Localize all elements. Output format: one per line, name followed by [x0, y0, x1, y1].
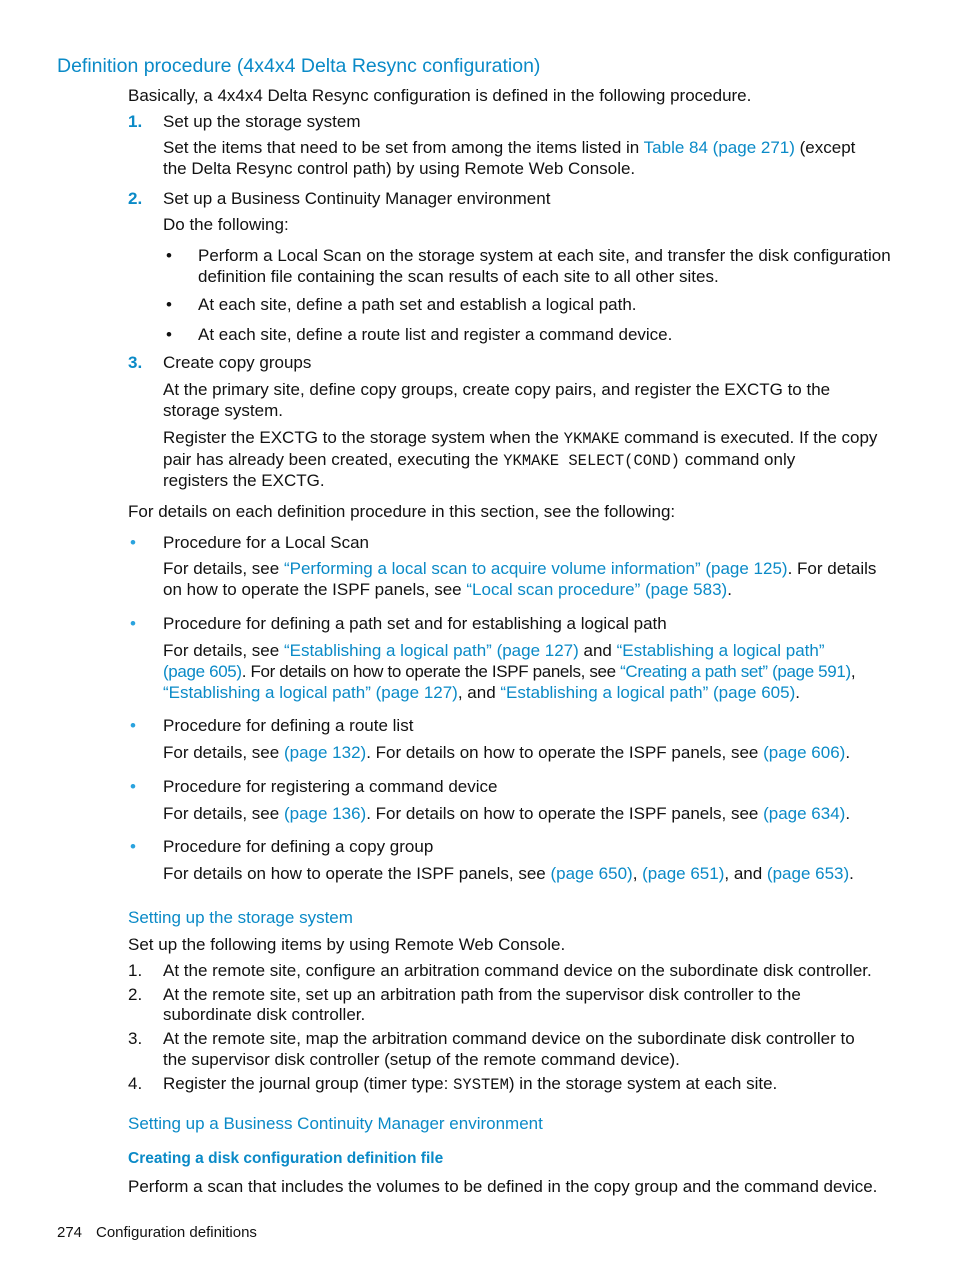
subsubsection-heading: Creating a disk configuration definition file — [128, 1150, 444, 1167]
xref-link[interactable]: “Local scan procedure” (page 583) — [466, 580, 728, 599]
text-run: . For details on how to operate the ISPF panels, see — [241, 662, 621, 681]
bullet-text: At each site, define a path set and establish a logical path. — [198, 295, 637, 314]
text-run: Register the EXCTG to the storage system when the — [163, 428, 564, 447]
step3-text — [163, 449, 795, 472]
xref-link[interactable]: (page 132) — [283, 743, 367, 762]
xref-link[interactable]: “Performing a local scan to acquire volume information” (page 125) — [283, 559, 788, 578]
text-run: . — [845, 743, 851, 762]
text-run: , and — [457, 683, 501, 702]
detail-title: Procedure for registering a command device — [163, 777, 498, 796]
bullet-icon: • — [166, 295, 172, 314]
code-system: SYSTEM — [453, 1076, 509, 1094]
bullet-icon: • — [130, 614, 136, 633]
list-item-text: subordinate disk controller. — [163, 1005, 366, 1024]
detail-text — [163, 661, 855, 682]
text-run: . For details — [787, 559, 877, 578]
text-run: . — [845, 804, 851, 823]
footer-section: Configuration definitions — [96, 1224, 257, 1241]
bullet-icon: • — [130, 837, 136, 856]
section-heading: Definition procedure (4x4x4 Delta Resync configuration) — [57, 55, 541, 77]
body-text: Perform a scan that includes the volumes to be defined in the copy group and the command device. — [128, 1177, 878, 1196]
bullet-text: At each site, define a route list and register a command device. — [198, 325, 673, 344]
intro-text: Basically, a 4x4x4 Delta Resync configuration is defined in the following procedure. — [128, 86, 752, 105]
detail-text — [163, 558, 876, 579]
list-item-text — [163, 1073, 777, 1096]
list-item-text: At the remote site, configure an arbitration command device on the subordinate disk controller. — [163, 961, 872, 980]
text-run: Register the journal group (timer type: — [163, 1074, 454, 1093]
text-run: . — [849, 864, 854, 883]
detail-title: Procedure for defining a path set and for establishing a logical path — [163, 614, 667, 633]
text-run: . — [727, 580, 732, 599]
text-run: ) in the storage system at each site. — [508, 1074, 778, 1093]
subsection-heading: Setting up the storage system — [128, 908, 353, 927]
list-item-text: the supervisor disk controller (setup of the remote command device). — [163, 1050, 680, 1069]
step3-text: registers the EXCTG. — [163, 471, 325, 490]
detail-text — [163, 742, 850, 763]
list-number: 1. — [128, 961, 143, 980]
xref-link[interactable]: “Establishing a logical path” (page 605) — [500, 683, 796, 702]
bullet-icon: • — [130, 716, 136, 735]
xref-link[interactable]: “Establishing a logical path” (page 127) — [283, 641, 579, 660]
text-run: For details, see — [163, 559, 284, 578]
text-run: (except — [794, 138, 856, 157]
step3-text: At the primary site, define copy groups, create copy pairs, and register the EXCTG to the — [163, 380, 831, 399]
xref-link[interactable]: “Establishing a logical path” (page 127) — [163, 683, 458, 702]
text-run: on how to operate the ISPF panels, see — [163, 580, 467, 599]
xref-link[interactable]: (page 136) — [283, 804, 367, 823]
detail-text — [163, 863, 854, 884]
table-link[interactable]: Table 84 (page 271) — [643, 138, 795, 157]
step-title: Set up the storage system — [163, 112, 361, 131]
page-number: 274 — [57, 1224, 83, 1241]
bullet-icon: • — [130, 533, 136, 552]
text-run: For details, see — [163, 743, 284, 762]
detail-text — [163, 579, 732, 600]
text-run: , — [632, 864, 643, 883]
code-ykmake-select: YKMAKE SELECT(COND) — [503, 452, 680, 470]
step-number: 2. — [128, 189, 143, 208]
text-run: and — [578, 641, 617, 660]
bullet-icon: • — [166, 325, 172, 344]
list-item-text: At the remote site, set up an arbitration path from the supervisor disk controller to the — [163, 985, 801, 1004]
xref-link[interactable]: (page 605) — [163, 662, 242, 681]
list-item-text: At the remote site, map the arbitration command device on the subordinate disk controller to — [163, 1029, 855, 1048]
text-run: command is executed. If the copy — [619, 428, 878, 447]
step1-text: the Delta Resync control path) by using Remote Web Console. — [163, 159, 636, 178]
bullet-text: definition file containing the scan results of each site to all other sites. — [198, 267, 719, 286]
step3-text: storage system. — [163, 401, 283, 420]
step-number: 1. — [128, 112, 143, 131]
list-number: 3. — [128, 1029, 143, 1048]
detail-text — [163, 682, 800, 703]
text-run: , — [850, 662, 856, 681]
text-run: For details, see — [163, 641, 284, 660]
detail-title: Procedure for defining a route list — [163, 716, 414, 735]
xref-link[interactable]: (page 653) — [766, 864, 850, 883]
code-ykmake: YKMAKE — [563, 430, 620, 448]
xref-link[interactable]: (page 606) — [763, 743, 846, 762]
bullet-icon: • — [166, 246, 172, 265]
text-run: . For details on how to operate the ISPF panels, see — [366, 804, 764, 823]
details-intro: For details on each definition procedure in this section, see the following: — [128, 502, 676, 521]
detail-title: Procedure for a Local Scan — [163, 533, 370, 552]
text-run: . For details on how to operate the ISPF panels, see — [366, 743, 764, 762]
xref-link[interactable]: (page 634) — [763, 804, 846, 823]
subsection-intro: Set up the following items by using Remote Web Console. — [128, 935, 566, 954]
text-run: For details on how to operate the ISPF panels, see — [163, 864, 551, 883]
text-run: . — [795, 683, 800, 702]
step1-text — [163, 137, 855, 158]
list-number: 4. — [128, 1074, 143, 1093]
step-number: 3. — [128, 353, 143, 372]
bullet-text: Perform a Local Scan on the storage system at each site, and transfer the disk configuration — [198, 246, 891, 265]
text-run: , and — [724, 864, 767, 883]
xref-link[interactable]: (page 650) — [550, 864, 633, 883]
detail-title: Procedure for defining a copy group — [163, 837, 434, 856]
step3-text — [163, 427, 877, 450]
text-run: Set the items that need to be set from among the items listed in — [163, 138, 644, 157]
list-number: 2. — [128, 985, 143, 1004]
text-run: pair has already been created, executing the — [163, 450, 504, 469]
xref-link[interactable]: “Creating a path set” (page 591) — [620, 662, 851, 681]
xref-link[interactable]: “Establishing a logical path” — [616, 641, 825, 660]
step2-text: Do the following: — [163, 215, 289, 234]
bullet-icon: • — [130, 777, 136, 796]
step-title: Create copy groups — [163, 353, 312, 372]
step-title: Set up a Business Continuity Manager environment — [163, 189, 551, 208]
subsection-heading: Setting up a Business Continuity Manager environment — [128, 1114, 543, 1133]
text-run: For details, see — [163, 804, 284, 823]
xref-link[interactable]: (page 651) — [642, 864, 725, 883]
text-run: command only — [679, 450, 796, 469]
detail-text — [163, 803, 850, 824]
detail-text — [163, 640, 825, 661]
